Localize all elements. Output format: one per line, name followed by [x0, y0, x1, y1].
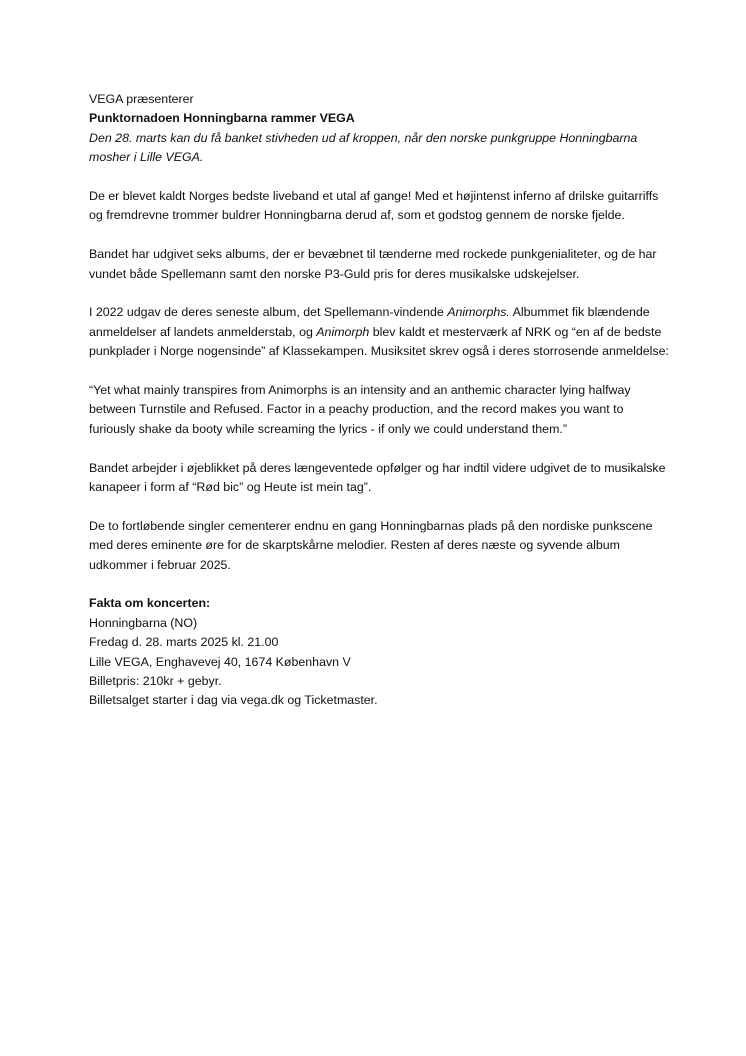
animorphs-text-3: blev kaldt et mesterværk af NRK og “en af de bedste punkplader i Norge nogensinde” af Klassekampen. Musiksitet skrev også i deres storrosende anmeldelse:: [89, 324, 669, 359]
facts-heading: Fakta om koncerten:: [89, 596, 211, 611]
facts-date: Fredag d. 28. marts 2025 kl. 21.00: [89, 635, 279, 650]
review-quote: “Yet what mainly transpires from Animorphs is an intensity and an anthemic character lying halfway between Turnstile and Refused. Factor in a peachy production, and the record makes you want to furiously shake da booty while screaming the lyrics - if only we could understand them.”: [89, 383, 631, 436]
concert-facts: [89, 594, 669, 710]
facts-venue: Lille VEGA, Enghavevej 40, 1674 København V: [89, 654, 351, 669]
headline: Punktornadoen Honningbarna rammer VEGA: [89, 111, 355, 126]
lead-paragraph: Den 28. marts kan du få banket stivheden ud af kroppen, når den norske punkgruppe Honningbarna mosher i Lille VEGA.: [89, 130, 638, 165]
facts-price: Billetpris: 210kr + gebyr.: [89, 674, 222, 689]
paragraph-new-singles: Bandet arbejder i øjeblikket på deres længeventede opfølger og har indtil videre udgivet de to musikalske kanapeer i form af “Rød bic” og Heute ist mein tag”.: [89, 460, 666, 495]
presenter-line: VEGA præsenterer: [89, 92, 194, 106]
animorph-title: Animorph: [316, 324, 370, 339]
facts-ticket-sale: Billetsalget starter i dag via vega.dk og Ticketmaster.: [89, 693, 378, 708]
facts-artist: Honningbarna (NO): [89, 615, 198, 630]
paragraph-live-reputation: De er blevet kaldt Norges bedste liveband et utal af gange! Med et højintenst inferno af drilske guitarriffs og fremdrevne trommer buldrer Honningbarna derud af, som et godstog gennem de norske fjelde.: [89, 189, 659, 223]
paragraph-next-album: De to fortløbende singler cementerer endnu en gang Honningbarnas plads på den nordiske punkscene med deres eminente øre for de skarptskårne melodier. Resten af deres næste og syvende album udkommer i februar 2025.: [89, 518, 653, 572]
animorphs-text-1: I 2022 udgav de deres seneste album, det Spellemann-vindende: [89, 305, 448, 320]
animorphs-title: Animorphs.: [447, 305, 510, 320]
paragraph-animorphs: [89, 303, 669, 361]
paragraph-albums-awards: Bandet har udgivet seks albums, der er bevæbnet til tænderne med rockede punkgenialiteter, og de har vundet både Spellemann samt den norske P3-Guld pris for deres musikalske udskejelser.: [89, 247, 657, 281]
animorphs-text-2: Albummet fik blændende anmeldelser af landets anmelderstab, og: [89, 305, 650, 339]
press-release: [89, 90, 669, 711]
